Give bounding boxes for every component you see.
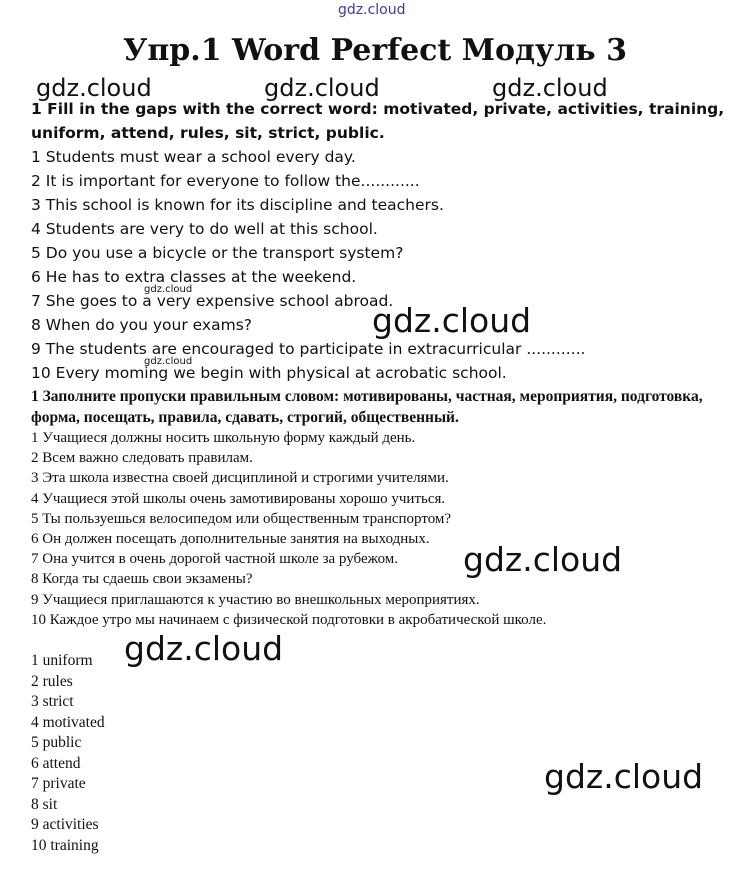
answer-item: 9 activities <box>31 816 99 833</box>
watermark-row1-left: gdz.cloud <box>36 74 152 102</box>
answer-item: 1 uniform <box>31 652 93 669</box>
english-item: 6 He has to extra classes at the weekend. <box>31 268 357 286</box>
watermark-big-bottom: gdz.cloud <box>544 757 704 796</box>
russian-exercise <box>31 386 731 630</box>
answer-item: 10 training <box>31 836 99 854</box>
english-exercise <box>31 97 731 385</box>
english-item: 10 Every moming we begin with physical at acrobatic school. <box>31 364 507 382</box>
russian-item: 9 Учащиеся приглашаются к участию во внешкольных мероприятиях. <box>31 591 480 608</box>
watermark-row1-center: gdz.cloud <box>264 74 380 102</box>
english-item: 5 Do you use a bicycle or the transport system? <box>31 244 404 262</box>
watermark-row1-right: gdz.cloud <box>492 74 608 102</box>
english-item: 2 It is important for everyone to follow the............ <box>31 172 420 190</box>
answer-item: 5 public <box>31 734 82 751</box>
answer-item: 6 attend <box>31 754 81 772</box>
english-item: 4 Students are very to do well at this school. <box>31 220 378 238</box>
watermark-top: gdz.cloud <box>338 2 406 18</box>
answer-item: 2 rules <box>31 672 73 690</box>
watermark-tiny-1: gdz.cloud <box>144 284 193 295</box>
answers-list <box>31 651 105 856</box>
russian-task-instruction: 1 Заполните пропуски правильным словом: мотивированы, частная, мероприятия, подготовка, форма, посещать, правила, сдавать, строгий, общественный. <box>31 388 703 426</box>
russian-item: 2 Всем важно следовать правилам. <box>31 450 253 467</box>
answer-item: 8 sit <box>31 795 58 813</box>
answer-item: 7 private <box>31 775 86 792</box>
watermark-big-center: gdz.cloud <box>372 301 532 340</box>
answer-item: 3 strict <box>31 693 74 710</box>
russian-item: 8 Когда ты сдаешь свои экзамены? <box>31 571 253 588</box>
english-item: 3 This school is known for its discipline and teachers. <box>31 196 444 214</box>
russian-item: 10 Каждое утро мы начинаем с физической подготовки в акробатической школе. <box>31 611 547 628</box>
english-task-instruction: 1 Fill in the gaps with the correct word: motivated, private, activities, training, uniform, attend, rules, sit, strict, public. <box>31 100 725 142</box>
russian-item: 3 Эта школа известна своей дисциплиной и строгими учителями. <box>31 470 449 487</box>
russian-item: 6 Он должен посещать дополнительные занятия на выходных. <box>31 531 430 548</box>
page-title: Упр.1 Word Perfect Модуль 3 <box>123 33 627 68</box>
english-item: 7 She goes to a very expensive school abroad. <box>31 292 394 310</box>
watermark-tiny-2: gdz.cloud <box>144 356 193 367</box>
russian-item: 4 Учащиеся этой школы очень замотивированы хорошо учиться. <box>31 490 446 507</box>
watermark-big-answers: gdz.cloud <box>124 629 284 668</box>
answer-item: 4 motivated <box>31 713 105 731</box>
english-item: 9 The students are encouraged to participate in extracurricular ............ <box>31 340 586 358</box>
watermark-big-right: gdz.cloud <box>463 540 623 579</box>
english-item: 8 When do you your exams? <box>31 316 252 334</box>
russian-item: 1 Учащиеся должны носить школьную форму каждый день. <box>31 430 416 446</box>
english-item: 1 Students must wear a school every day. <box>31 148 356 166</box>
russian-item: 7 Она учится в очень дорогой частной школе за рубежом. <box>31 551 399 568</box>
russian-item: 5 Ты пользуешься велосипедом или общественным транспортом? <box>31 510 452 527</box>
